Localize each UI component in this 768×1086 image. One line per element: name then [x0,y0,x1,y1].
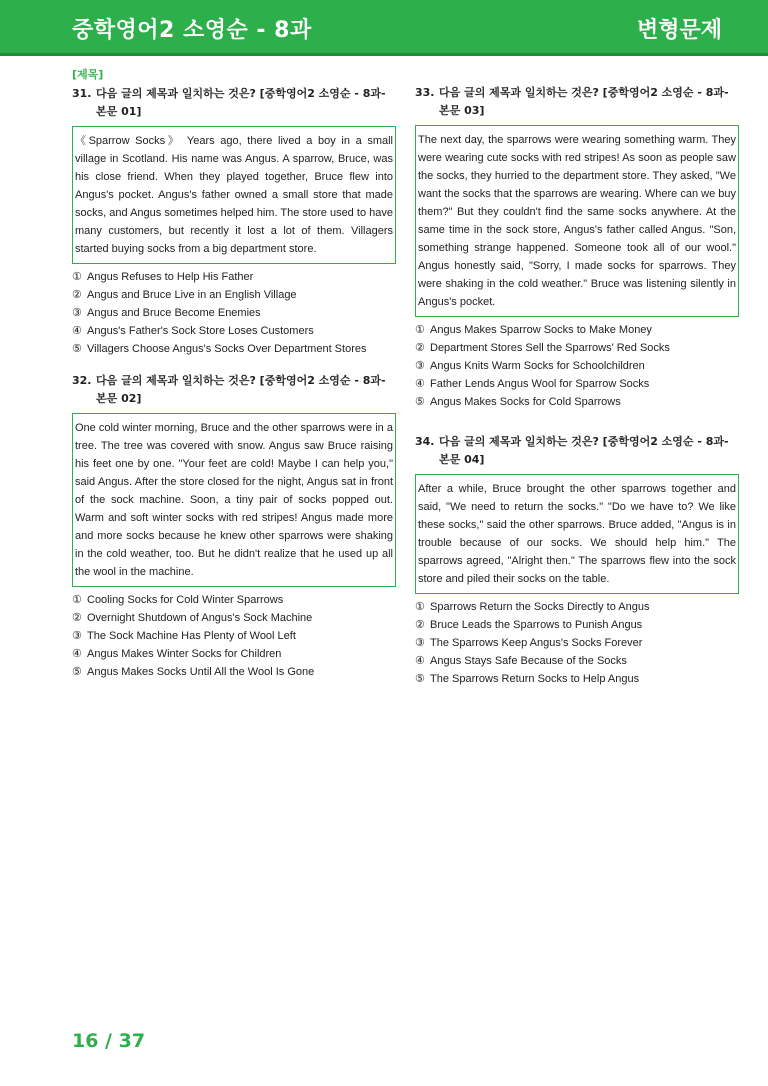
choice-marker: ① [72,594,82,606]
page-header [0,0,768,56]
choice-item[interactable] [415,357,739,375]
choice-item[interactable] [72,268,396,286]
question-source: 본문 02] [96,392,142,405]
choice-marker: ④ [415,655,425,667]
question-number: 31. [72,87,92,100]
choice-item[interactable] [415,375,739,393]
question-header [415,433,739,469]
choice-marker: ⑤ [72,666,82,678]
question-number: 34. [415,435,435,448]
choice-text: Angus Stays Safe Because of the Socks [430,655,627,667]
choice-text: The Sparrows Keep Angus's Socks Forever [430,637,643,649]
question-text: 다음 글의 제목과 일치하는 것은? [중학영어2 소영순 - 8과- [96,374,386,387]
choice-item[interactable] [72,591,396,609]
choice-text: Department Stores Sell the Sparrows' Red Socks [430,342,670,354]
choice-text: The Sparrows Return Socks to Help Angus [430,673,640,685]
choice-item[interactable] [72,663,396,681]
choice-text: Bruce Leads the Sparrows to Punish Angus [430,619,643,631]
question-source: 본문 01] [96,105,142,118]
choice-marker: ③ [72,630,82,642]
choice-marker: ② [415,619,425,631]
question-source: 본문 03] [439,104,485,117]
choice-text: Angus Makes Sparrow Socks to Make Money [430,324,652,336]
choice-text: Angus and Bruce Live in an English Village [87,289,297,301]
right-column [415,84,739,688]
choice-text: Angus Makes Winter Socks for Children [87,648,282,660]
choice-marker: ④ [72,325,82,337]
choice-item[interactable] [415,634,739,652]
choice-text: Cooling Socks for Cold Winter Sparrows [87,594,284,606]
choice-item[interactable] [415,670,739,688]
choice-marker: ⑤ [72,343,82,355]
passage-box: After a while, Bruce brought the other sparrows together and said, "We need to return the socks." "Do we have to? We like these socks," said the other sparrows. Bruce added, "Angus is in trouble because of our socks. We should help him." The sparrows agreed, "Alright then." The sparrows flew into the sock store and piled their socks on the table. [415,474,739,594]
question-text: 다음 글의 제목과 일치하는 것은? [중학영어2 소영순 - 8과- [439,86,729,99]
choice-marker: ④ [415,378,425,390]
choice-marker: ⑤ [415,396,425,408]
choice-item[interactable] [72,340,396,358]
choice-list [415,321,739,411]
choice-item[interactable] [415,652,739,670]
choice-list [415,598,739,688]
choice-item[interactable] [72,304,396,322]
choice-text: Villagers Choose Angus's Socks Over Department Stores [87,343,367,355]
choice-item[interactable] [415,616,739,634]
choice-text: Angus Refuses to Help His Father [87,271,254,283]
choice-marker: ① [72,271,82,283]
choice-item[interactable] [415,393,739,411]
choice-item[interactable] [72,609,396,627]
choice-marker: ③ [415,360,425,372]
question-header [415,84,739,120]
choice-text: Father Lends Angus Wool for Sparrow Socks [430,378,650,390]
choice-text: Overnight Shutdown of Angus's Sock Machine [87,612,313,624]
choice-item[interactable] [415,321,739,339]
choice-marker: ② [72,612,82,624]
choice-item[interactable] [72,322,396,340]
section-label: [제목] [72,68,104,81]
choice-list [72,591,396,681]
choice-marker: ⑤ [415,673,425,685]
page-number: 16 / 37 [72,1030,146,1052]
question-header [72,372,396,408]
choice-item[interactable] [415,339,739,357]
choice-text: Angus and Bruce Become Enemies [87,307,261,319]
question-34 [415,433,739,688]
question-33 [415,84,739,411]
header-category: 변형문제 [636,18,722,43]
choice-list [72,268,396,358]
choice-item[interactable] [72,645,396,663]
choice-item[interactable] [415,598,739,616]
header-title: 중학영어2 소영순 - 8과 [72,18,312,43]
choice-marker: ① [415,324,425,336]
left-column [72,66,396,681]
question-31 [72,85,396,358]
choice-marker: ③ [415,637,425,649]
choice-marker: ④ [72,648,82,660]
choice-marker: ③ [72,307,82,319]
question-header [72,85,396,121]
choice-text: Angus Makes Socks Until All the Wool Is Gone [87,666,315,678]
choice-text: Angus's Father's Sock Store Loses Customers [87,325,314,337]
choice-marker: ① [415,601,425,613]
choice-text: The Sock Machine Has Plenty of Wool Left [87,630,296,642]
question-number: 32. [72,374,92,387]
question-text: 다음 글의 제목과 일치하는 것은? [중학영어2 소영순 - 8과- [439,435,729,448]
choice-item[interactable] [72,286,396,304]
choice-text: Angus Knits Warm Socks for Schoolchildren [430,360,645,372]
choice-text: Sparrows Return the Socks Directly to Angus [430,601,650,613]
choice-marker: ② [72,289,82,301]
question-text: 다음 글의 제목과 일치하는 것은? [중학영어2 소영순 - 8과- [96,87,386,100]
choice-item[interactable] [72,627,396,645]
passage-box: The next day, the sparrows were wearing something warm. They were wearing cute socks with red stripes! As soon as people saw the socks, they hurried to the department store. They asked, "We want the socks that the sparrows are wearing. Where can we buy them?" But they couldn't find the same socks anywhere. At the same time in the sock store, Angus's father called Angus. "Son, something strange happened. Someone took all of our wool." Angus honestly said, "Sorry, I made socks for sparrows. They were shaking in the cold weather." Bruce was listening silently in Angus's pocket. [415,125,739,317]
question-number: 33. [415,86,435,99]
passage-box: 《Sparrow Socks》 Years ago, there lived a boy in a small village in Scotland. His name was Angus. A sparrow, Bruce, was his close friend. When they played together, Bruce flew into Angus's pocket. Angus's father owned a small store that made socks, and Angus sometimes helped him. The store used to have many customers, but recently it lost a lot of them. Villagers started buying socks from a big department store. [72,126,396,264]
passage-box: One cold winter morning, Bruce and the other sparrows were in a tree. The tree was covered with snow. Angus saw Bruce raising his feet one by one. "Your feet are cold! Maybe I can help you," said Angus. After the store closed for the night, Angus sat in front of the sock machine. Soon, a tiny pair of socks popped out. Warm and soft winter socks with red stripes! Angus made more and more socks because he knew other sparrows were shaking in the cold weather, too. But he didn't realize that he used up all the wool in the machine. [72,413,396,587]
choice-text: Angus Makes Socks for Cold Sparrows [430,396,621,408]
question-32 [72,372,396,681]
question-source: 본문 04] [439,453,485,466]
choice-marker: ② [415,342,425,354]
